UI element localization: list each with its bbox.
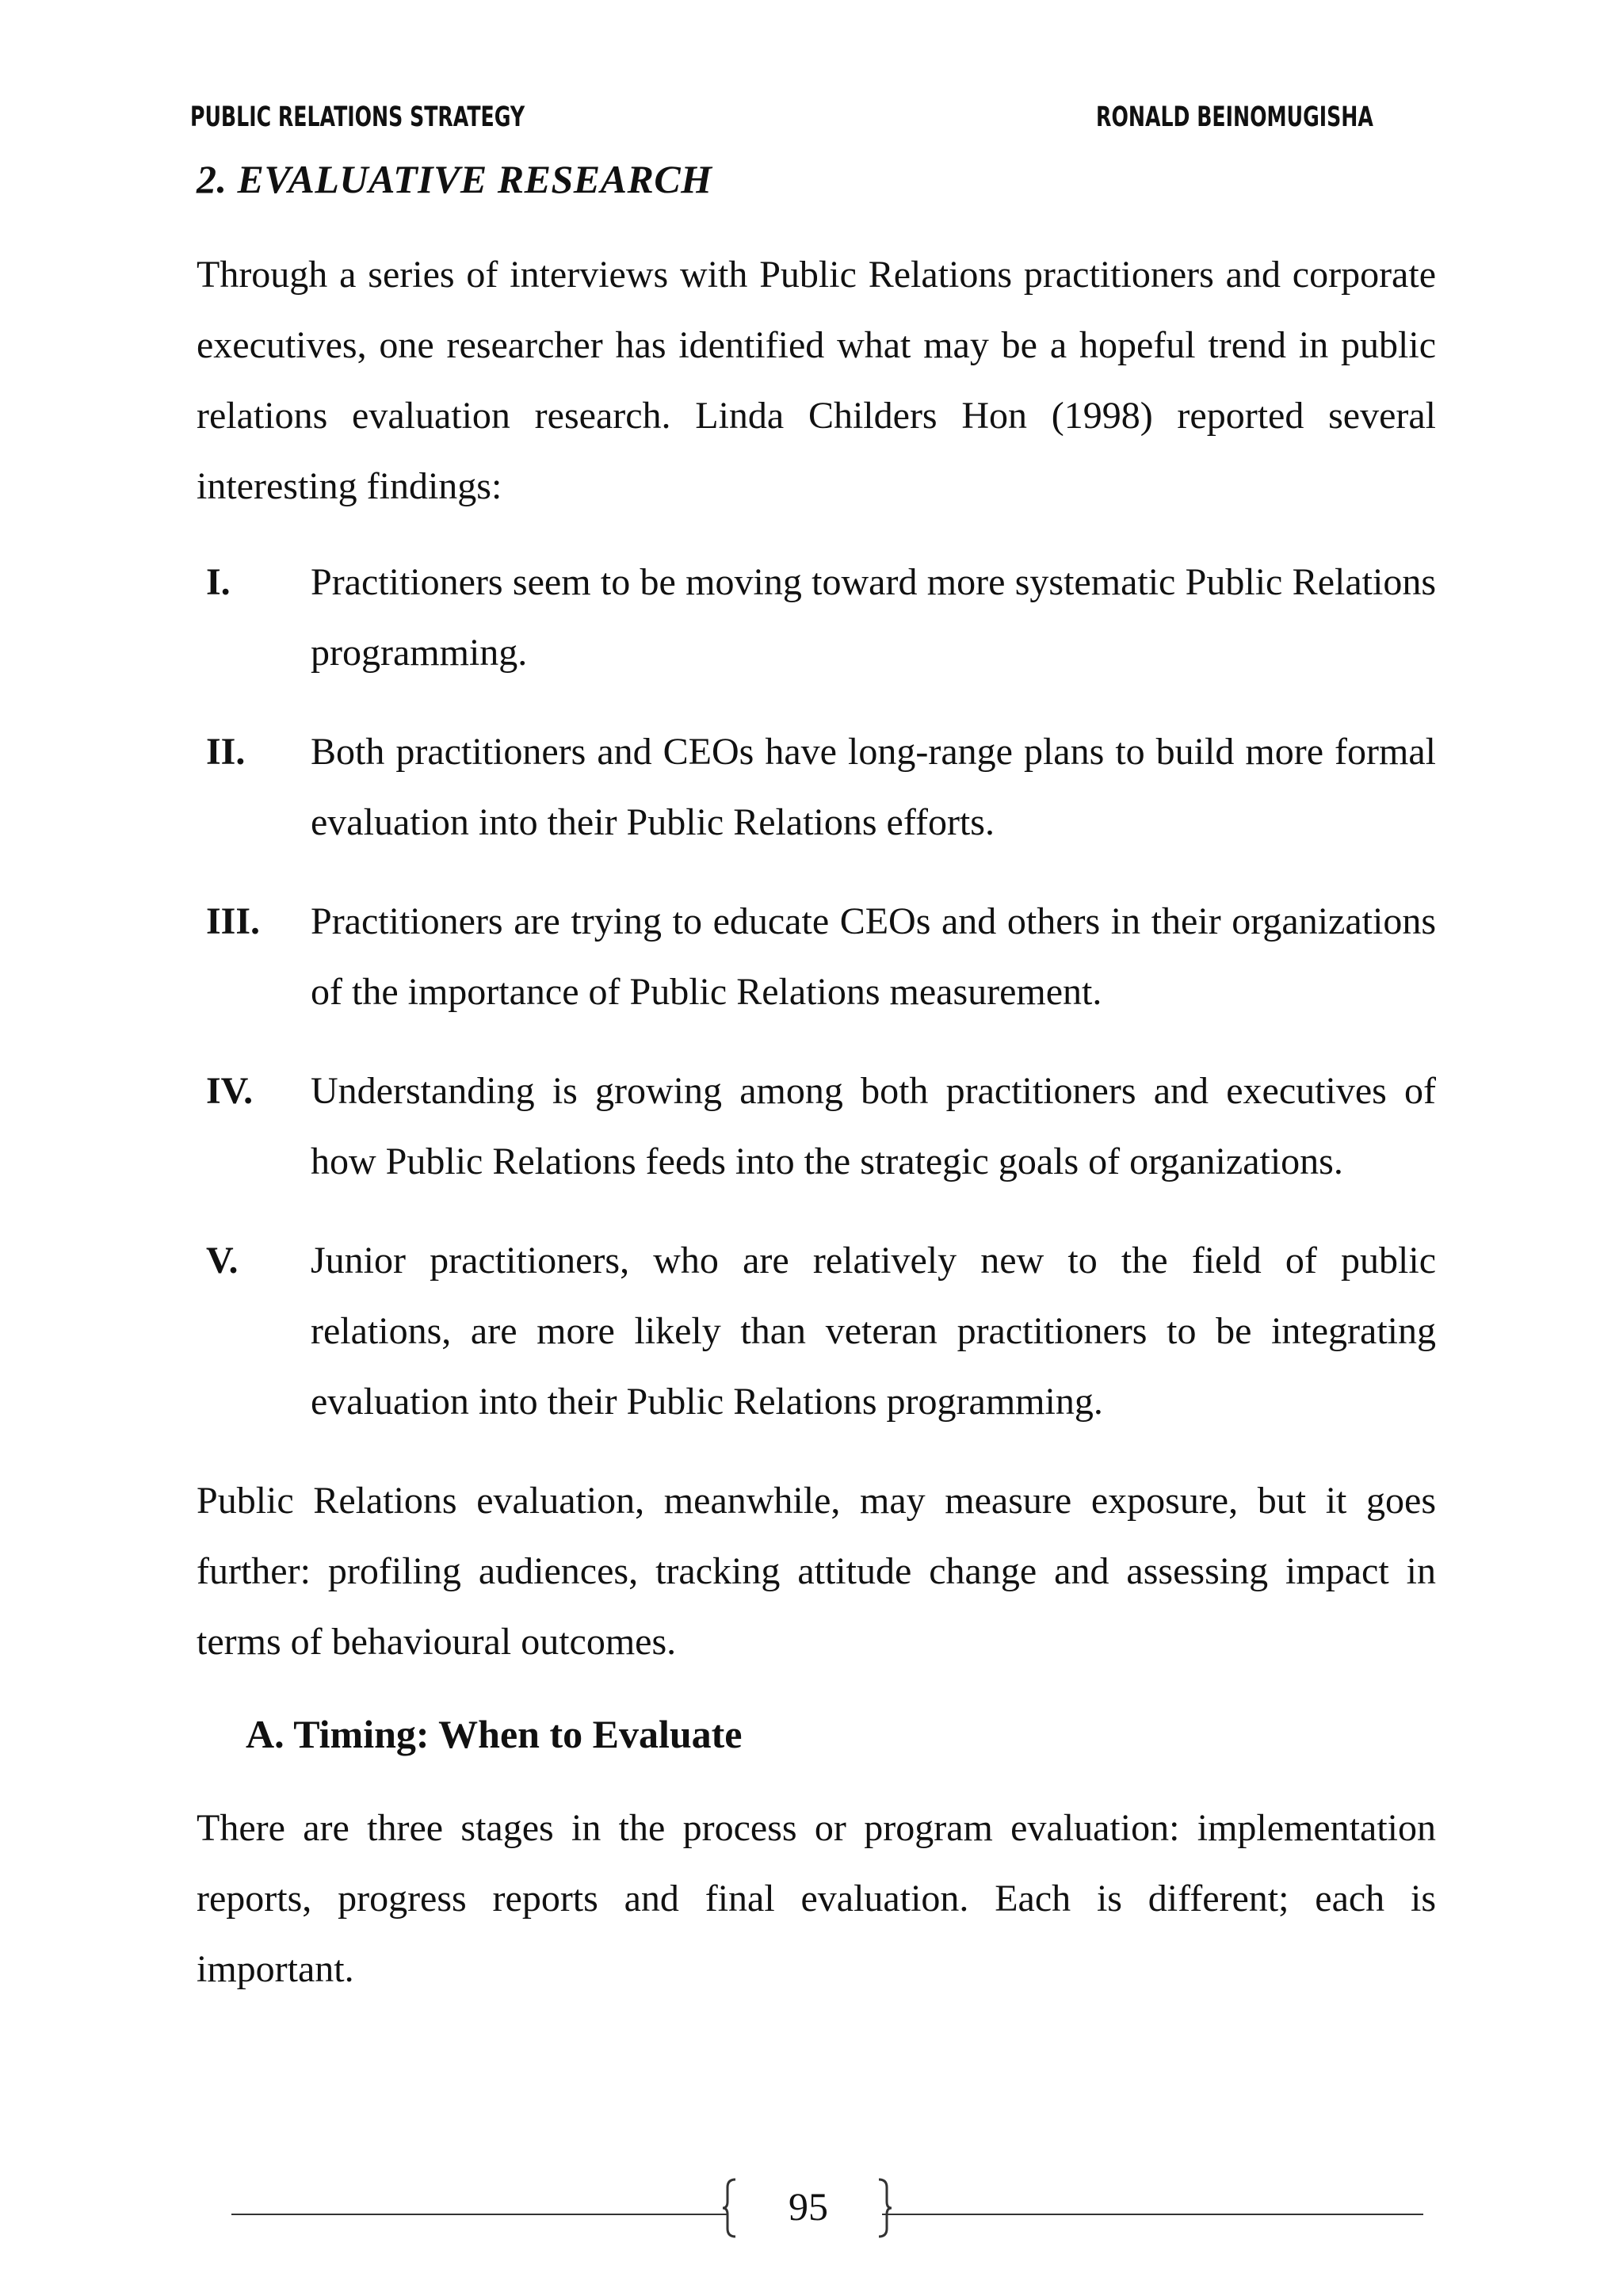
list-numeral: III. bbox=[206, 900, 261, 942]
footer-rule-right bbox=[882, 2214, 1423, 2215]
subsection-paragraph: There are three stages in the process or program evaluation: implementation reports, progress reports and final evaluation. Each is different; each is important. bbox=[197, 1807, 1436, 1990]
list-item bbox=[197, 547, 1436, 688]
list-item-text: Both practitioners and CEOs have long-range plans to build more formal evaluation into their Public Relations efforts. bbox=[311, 731, 1436, 843]
left-brace-ornament bbox=[721, 2178, 739, 2238]
list-numeral: IV. bbox=[206, 1070, 254, 1112]
running-head-book-title: PUBLIC RELATIONS STRATEGY bbox=[190, 101, 525, 133]
list-numeral: V. bbox=[206, 1240, 239, 1282]
section-title: 2. EVALUATIVE RESEARCH bbox=[197, 157, 712, 201]
right-brace-ornament bbox=[876, 2178, 893, 2238]
list-item bbox=[197, 716, 1436, 858]
list-item bbox=[197, 1225, 1436, 1437]
list-item bbox=[197, 1056, 1436, 1197]
footer-rule-left bbox=[231, 2214, 727, 2215]
page-footer bbox=[0, 2178, 1623, 2249]
list-item-text: Junior practitioners, who are relatively new to the field of public relations, are more likely than veteran practitioners to be integrating evaluation into their Public Relations programming. bbox=[311, 1240, 1436, 1423]
page-number: 95 bbox=[789, 2184, 828, 2229]
list-item-text: Understanding is growing among both practitioners and executives of how Public Relations feeds into the strategic goals of organizations. bbox=[311, 1070, 1436, 1182]
list-numeral: I. bbox=[206, 561, 231, 603]
list-item bbox=[197, 886, 1436, 1027]
findings-list bbox=[197, 547, 1436, 1437]
intro-paragraph: Through a series of interviews with Public Relations practitioners and corporate executives, one researcher has identified what may be a hopeful trend in public relations evaluation research. Linda Childers Hon (1998) reported several interesting findings: bbox=[197, 254, 1436, 507]
list-item-text: Practitioners seem to be moving toward more systematic Public Relations programming. bbox=[311, 561, 1436, 674]
closing-paragraph: Public Relations evaluation, meanwhile, may measure exposure, but it goes further: profiling audiences, tracking attitude change and assessing impact in terms of behavioural outcomes. bbox=[197, 1480, 1436, 1663]
page-content bbox=[197, 152, 1436, 2030]
list-item-text: Practitioners are trying to educate CEOs and others in their organizations of the importance of Public Relations measurement. bbox=[311, 900, 1436, 1013]
subsection-title: A. Timing: When to Evaluate bbox=[246, 1712, 743, 1756]
list-numeral: II. bbox=[206, 731, 246, 773]
running-head-author: RONALD BEINOMUGISHA bbox=[1096, 101, 1373, 133]
